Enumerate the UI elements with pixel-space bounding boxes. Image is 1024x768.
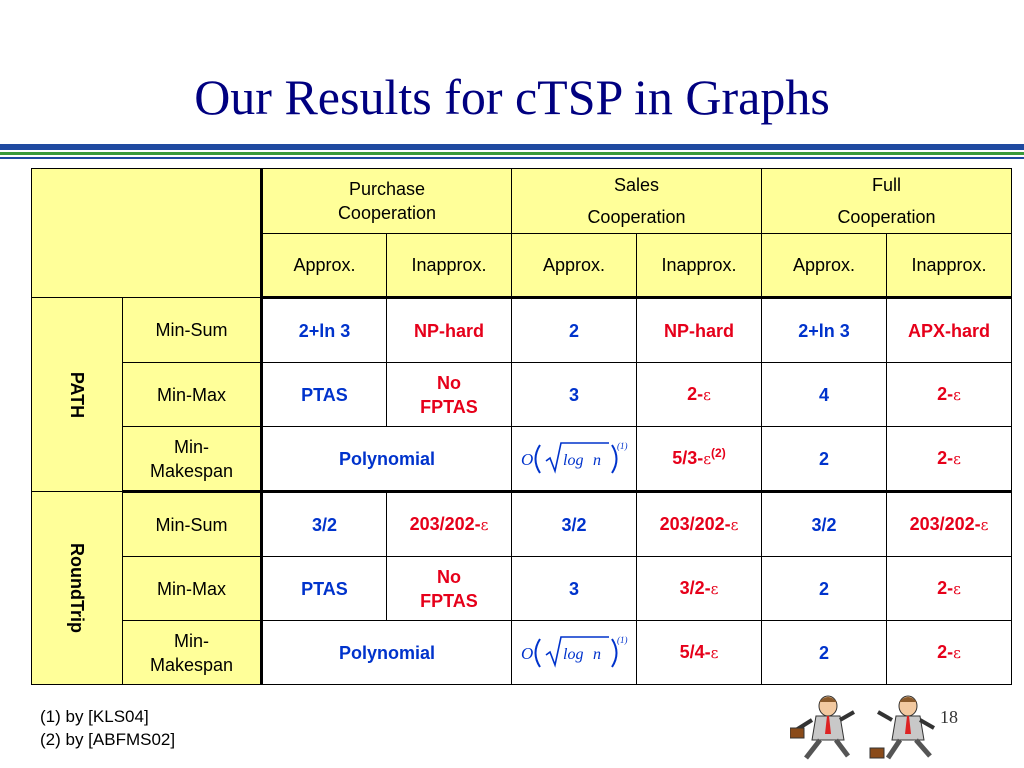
cell-inapprox: APX-hard	[886, 298, 1011, 363]
cell-inapprox: 203/202-ε	[886, 492, 1011, 557]
row-label: Min-Max	[122, 363, 261, 427]
cell-approx: 2	[761, 427, 886, 492]
formula-o-sqrt-log-n	[511, 621, 636, 685]
row-label: Min- Makespan	[122, 427, 261, 492]
cell-polynomial: Polynomial	[261, 621, 511, 685]
cell-approx: 3/2	[761, 492, 886, 557]
header-line: Purchase	[348, 179, 425, 199]
cell-inapprox: No FPTAS	[386, 557, 511, 621]
header-line: Cooperation	[337, 203, 437, 223]
formula-log: log	[562, 645, 584, 663]
cell-inapprox: 3/2-ε	[636, 557, 761, 621]
header-line: Cooperation	[837, 207, 936, 227]
cell-approx: 2	[511, 298, 636, 363]
title-rule-blue	[0, 144, 1024, 150]
formula-log: log	[562, 451, 584, 469]
row-label: Min-Sum	[122, 298, 261, 363]
cell-approx: 4	[761, 363, 886, 427]
row-label: Min-Max	[122, 557, 261, 621]
running-businessmen-clipart	[790, 692, 940, 768]
cell-inapprox: 2-ε	[886, 621, 1011, 685]
header-line: Sales	[613, 175, 659, 195]
cell-inapprox: No FPTAS	[386, 363, 511, 427]
section-label-path: PATH	[32, 298, 123, 492]
subheader-approx: Approx.	[761, 234, 886, 298]
header-purchase-cooperation	[261, 169, 511, 234]
formula-ref: (1)	[616, 440, 628, 451]
cell-inapprox: 203/202-ε	[636, 492, 761, 557]
footnotes	[40, 705, 175, 751]
cell-approx: 2+ln 3	[261, 298, 386, 363]
formula-o: O	[520, 643, 534, 663]
formula-o-sqrt-log-n	[511, 427, 636, 492]
subheader-approx: Approx.	[261, 234, 386, 298]
cell-inapprox: NP-hard	[386, 298, 511, 363]
subheader-inapprox: Inapprox.	[886, 234, 1011, 298]
results-table	[31, 168, 1012, 685]
footnote-2: (2) by [ABFMS02]	[40, 730, 176, 749]
subheader-inapprox: Inapprox.	[386, 234, 511, 298]
businessman-2	[870, 696, 934, 758]
footnote-1: (1) by [KLS04]	[40, 707, 149, 726]
corner-cell	[32, 169, 262, 298]
cell-approx: 3	[511, 363, 636, 427]
cell-approx: 3/2	[511, 492, 636, 557]
formula-n: n	[592, 645, 601, 663]
subheader-approx: Approx.	[511, 234, 636, 298]
cell-approx: PTAS	[261, 557, 386, 621]
cell-approx: 3	[511, 557, 636, 621]
title-rule-blue-thin	[0, 157, 1024, 159]
cell-inapprox: NP-hard	[636, 298, 761, 363]
subheader-inapprox: Inapprox.	[636, 234, 761, 298]
cell-approx: 2	[761, 557, 886, 621]
header-full-cooperation	[761, 169, 1011, 234]
slide-title: Our Results for cTSP in Graphs	[194, 69, 830, 125]
formula-n: n	[592, 451, 601, 469]
row-label: Min-Sum	[122, 492, 261, 557]
cell-polynomial: Polynomial	[261, 427, 511, 492]
slide-number: 18	[940, 707, 958, 727]
businessman-1	[790, 696, 854, 758]
cell-inapprox: 203/202-ε	[386, 492, 511, 557]
cell-inapprox: 2-ε	[886, 427, 1011, 492]
header-sales-cooperation	[511, 169, 761, 234]
cell-approx: 2+ln 3	[761, 298, 886, 363]
cell-inapprox: 2-ε	[886, 363, 1011, 427]
title-rule-green	[0, 152, 1024, 155]
cell-inapprox: 2-ε	[636, 363, 761, 427]
header-line: Cooperation	[587, 207, 686, 227]
formula-ref: (1)	[616, 634, 628, 645]
cell-inapprox: $5/3-\varepsilon^{(2)}$	[636, 427, 761, 492]
formula-o: O	[520, 449, 534, 469]
section-label-roundtrip: RoundTrip	[32, 492, 123, 685]
cell-approx: 2	[761, 621, 886, 685]
cell-inapprox: 2-ε	[886, 557, 1011, 621]
cell-approx: PTAS	[261, 363, 386, 427]
row-label: Min- Makespan	[122, 621, 261, 685]
header-line: Full	[871, 175, 901, 195]
cell-approx: 3/2	[261, 492, 386, 557]
cell-inapprox: 5/4-ε	[636, 621, 761, 685]
